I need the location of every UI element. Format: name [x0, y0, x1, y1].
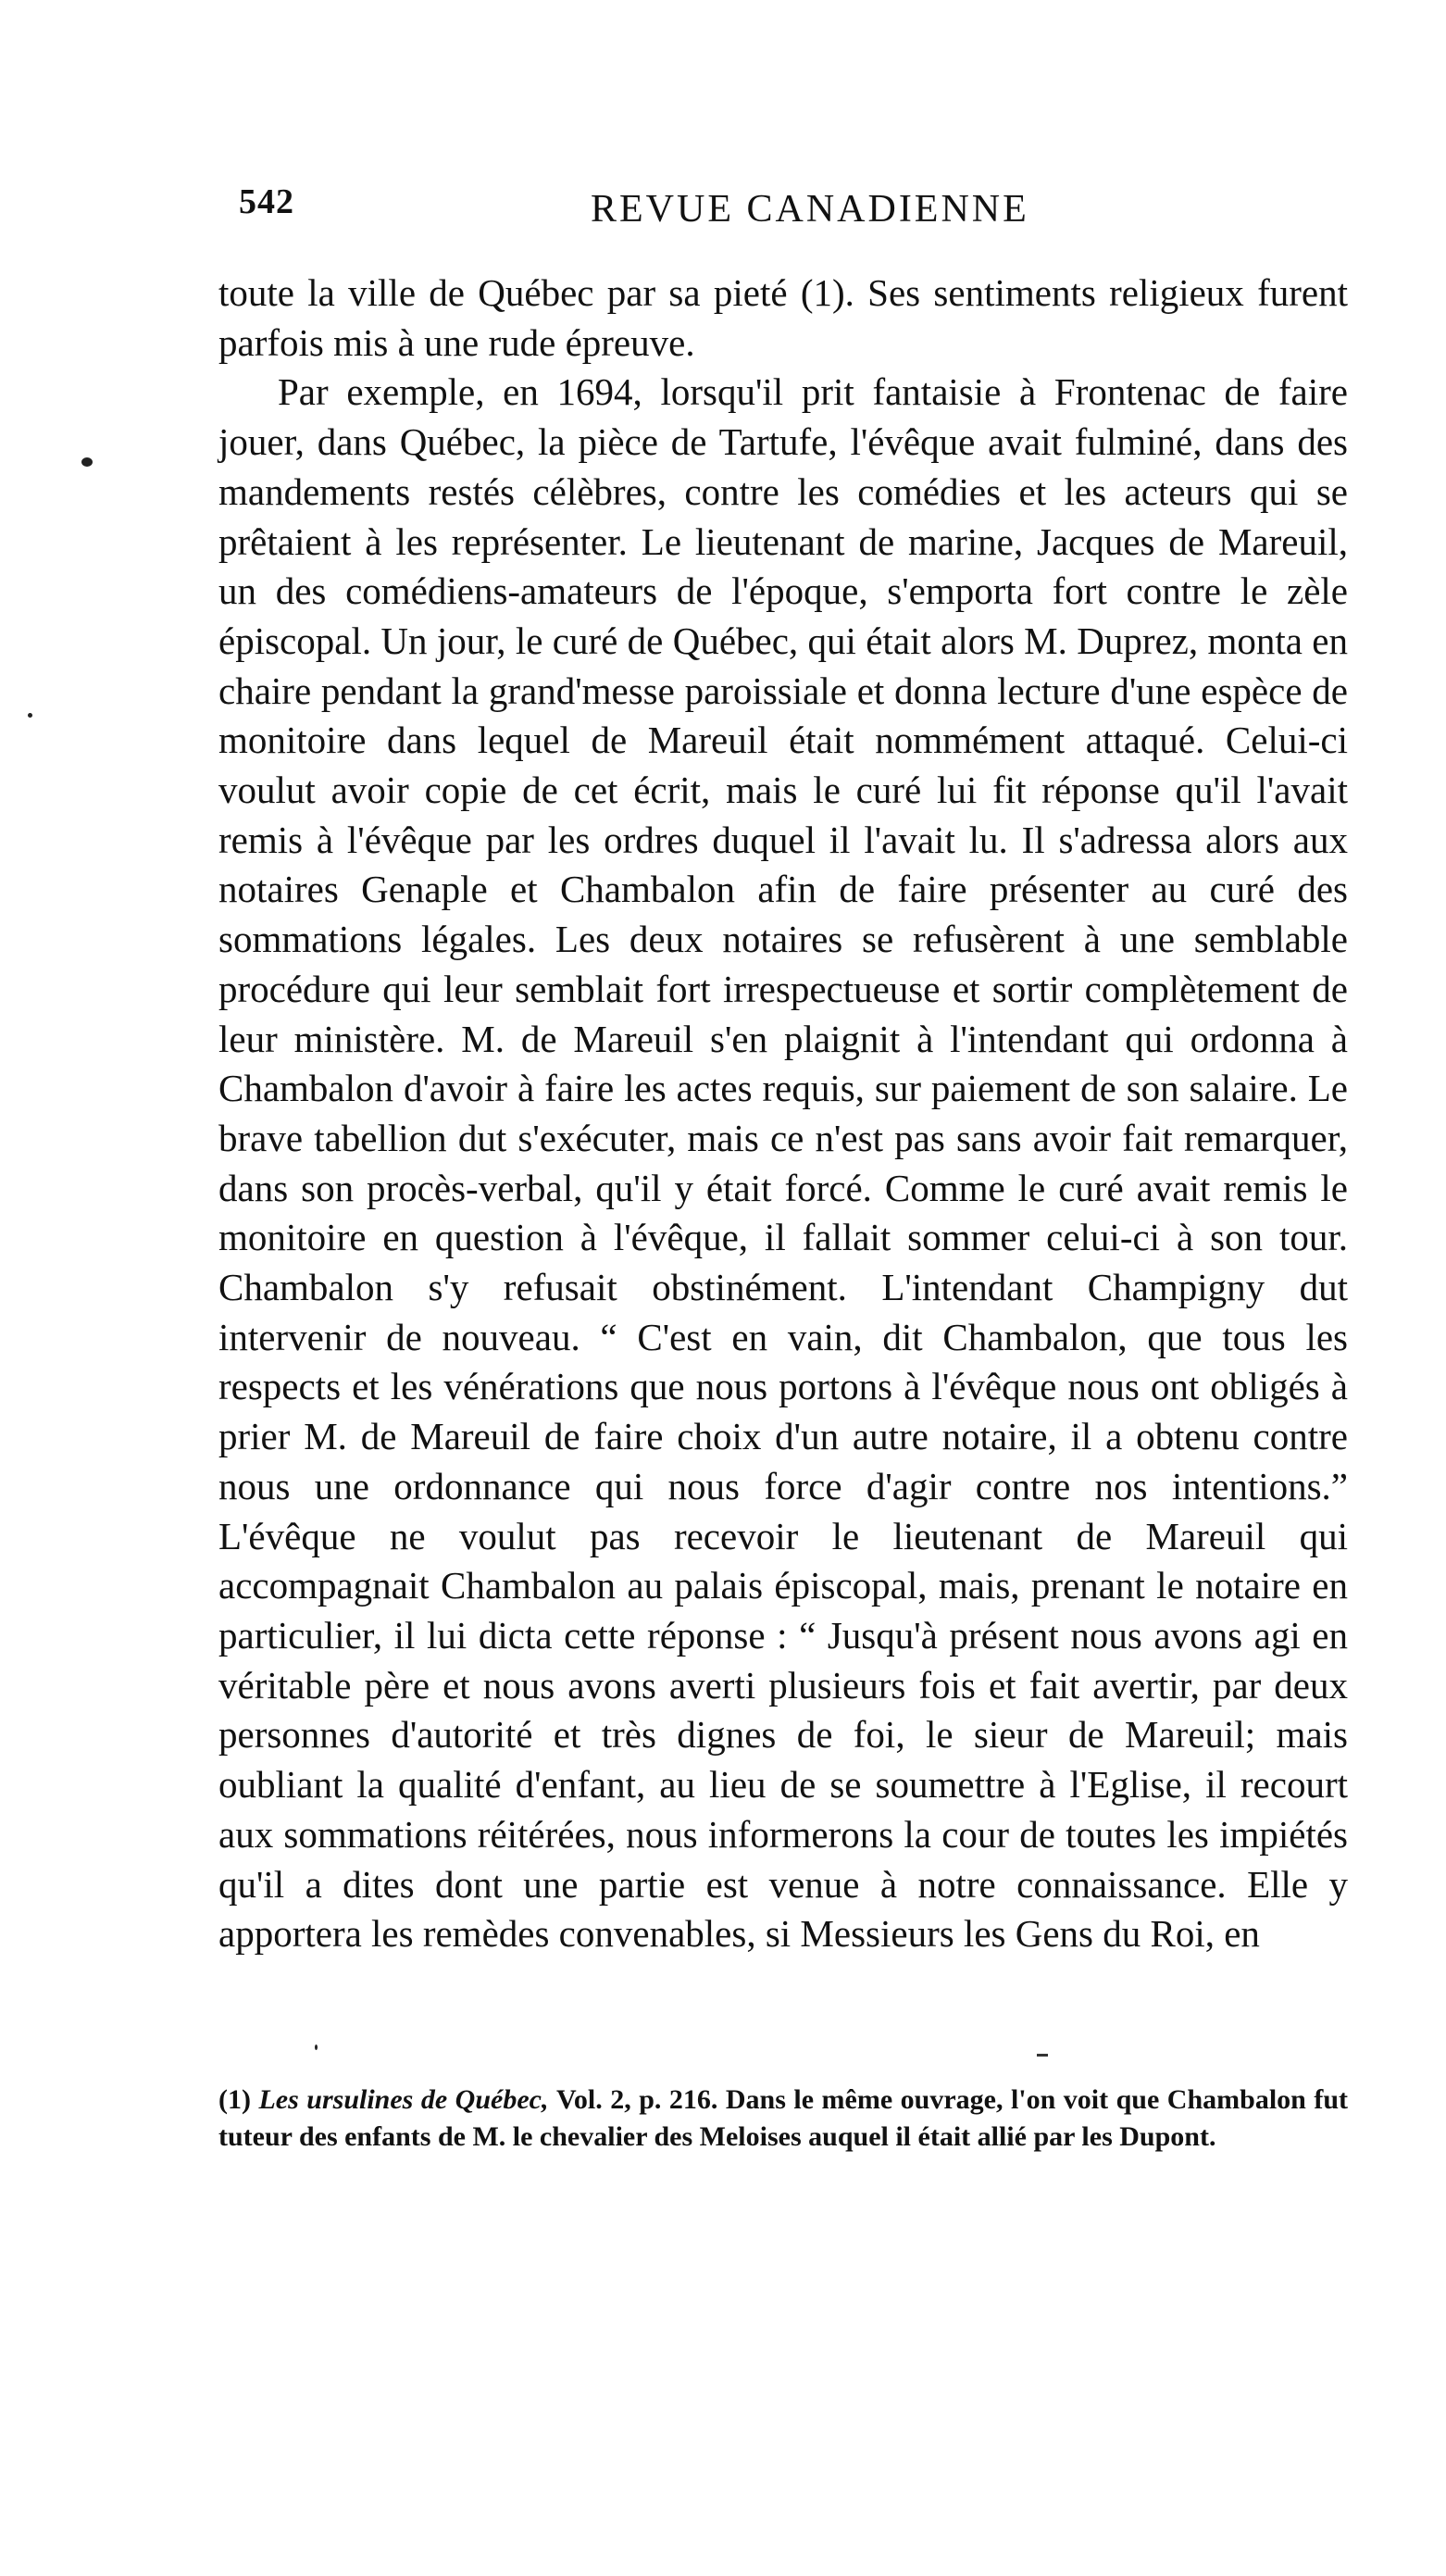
- paragraph-continuation: toute la ville de Québec par sa pieté (1). Ses sentiments religieux furent parfois mis à une rude épreuve.: [218, 271, 1348, 364]
- footnote-marker: (1): [218, 2084, 251, 2115]
- scan-speck: [81, 457, 93, 467]
- paragraph-main: Par exemple, en 1694, lorsqu'il prit fantaisie à Frontenac de faire jouer, dans Québec, la pièce de Tartufe, l'évêque avait fulminé, dans des mandements restés célèbres, contre les comédies et les acteurs qui se prêtaient à les représenter. Le lieutenant de marine, Jacques de Mareuil, un des comédiens-amateurs de l'époque, s'emporta fort contre le zèle épiscopal. Un jour, le curé de Québec, qui était alors M. Duprez, monta en chaire pendant la grand'messe paroissiale et donna lecture d'une espèce de monitoire dans lequel de Mareuil était nommément attaqué. Celui-ci voulut avoir copie de cet écrit, mais le curé lui fit réponse qu'il l'avait remis à l'évêque par les ordres duquel il l'avait lu. Il s'adressa alors aux notaires Genaple et Chambalon afin de faire présenter au curé des sommations légales. Les deux notaires se refusèrent à une semblable procédure qui leur semblait fort irrespectueuse et sortir complètement de leur ministère. M. de Mareuil s'en plaignit à l'intendant qui ordonna à Chambalon d'avoir à faire les actes requis, sur paiement de son salaire. Le brave tabellion dut s'exécuter, mais ce n'est pas sans avoir fait remarquer, dans son procès-verbal, qu'il y était forcé. Comme le curé avait remis le monitoire en question à l'évêque, il fallait sommer celui-ci à son tour. Chambalon s'y refusait obstinément. L'intendant Champigny dut intervenir de nouveau. “ C'est en vain, dit Chambalon, que tous les respects et les vénérations que nous portons à l'évêque nous ont obligés à prier M. de Mareuil de faire choix d'un autre notaire, il a obtenu contre nous une ordonnance qui nous force d'agir contre nos intentions.” L'évêque ne voulut pas recevoir le lieutenant de Mareuil qui accompagnait Chambalon au palais épiscopal, mais, prenant le notaire en particulier, il lui dicta cette réponse : “ Jusqu'à présent nous avons agi en véritable père et nous avons averti plusieurs fois et fait avertir, par deux personnes d'autorité et très dignes de foi, le sieur de Mareuil; mais oubliant la qualité d'enfant, au lieu de se soumettre à l'Eglise, il recourt aux sommations réitérées, nous informerons la cour de toutes les impiétés qu'il a dites dont une partie est venue à notre connaissance. Elle y apportera les remèdes convenables, si Messieurs les Gens du Roi, en: [218, 370, 1348, 1956]
- footnote-mark: [1037, 2054, 1048, 2057]
- footnote-title: Les ursulines de Québec,: [258, 2084, 549, 2115]
- scan-speck: [28, 713, 32, 718]
- footnote-text: Vol. 2, p. 216. Dans le même ouvrage, l'on voit que Chambalon fut tuteur des enfants de M. le chevalier des Meloises auquel il était allié par les Dupont.: [218, 2084, 1349, 2152]
- body-text: [218, 269, 1348, 1959]
- scan-speck: [315, 2045, 318, 2050]
- footnote: [218, 2082, 1348, 2156]
- journal-title: REVUE CANADIENNE: [591, 188, 1029, 231]
- running-head: [239, 181, 1340, 237]
- page-number: 542: [239, 182, 294, 221]
